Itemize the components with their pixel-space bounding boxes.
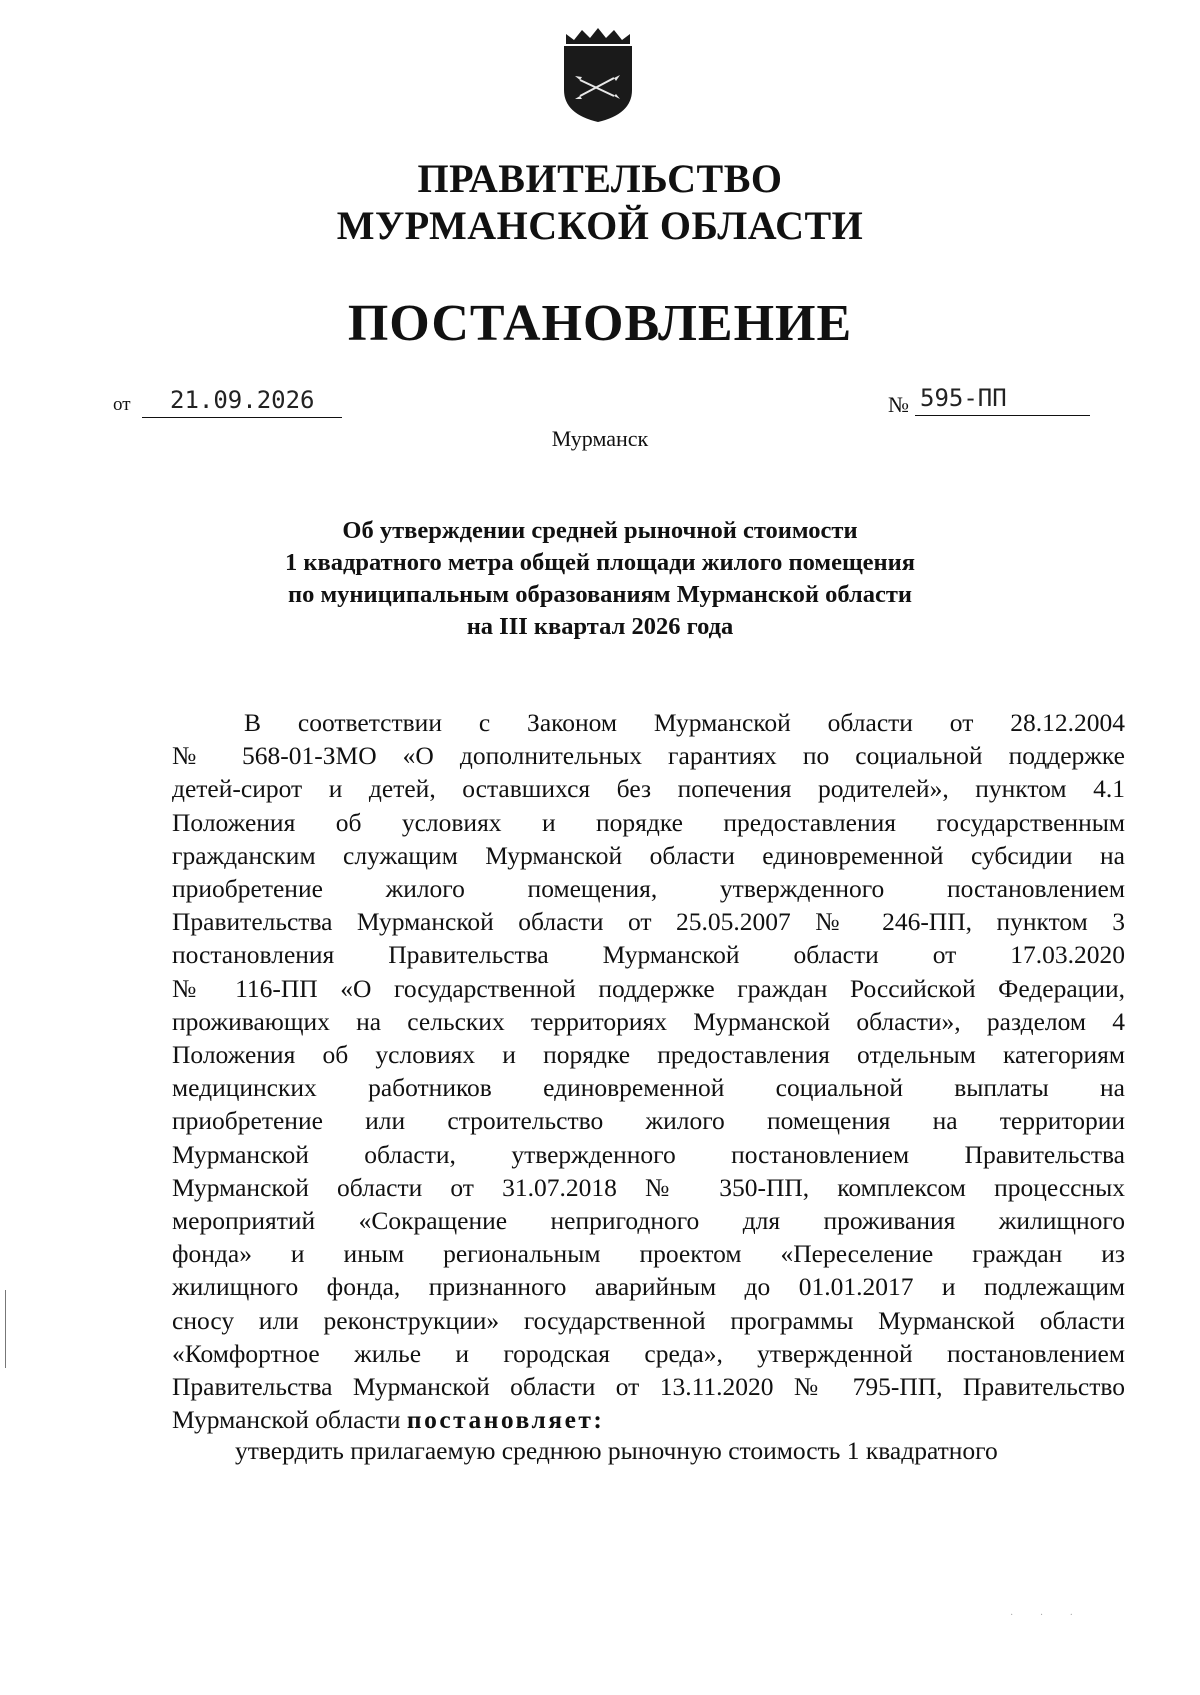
government-name-line-2: МУРМАНСКОЙ ОБЛАСТИ	[336, 203, 864, 248]
number-underline	[915, 415, 1090, 416]
margin-mark	[5, 1290, 6, 1368]
title-line: 1 квадратного метра общей площади жилого помещения	[284, 549, 916, 576]
document-type-heading: ПОСТАНОВЛЕНИЕ	[347, 295, 853, 352]
number-label: №	[888, 392, 909, 417]
body-line: В соответствии с Законом Мурманской области от 28.12.2004	[244, 708, 1125, 737]
resolution-line: утвердить прилагаемую среднюю рыночную стоимость 1 квадратного	[235, 1436, 998, 1465]
document-date: 21.09.2026	[170, 386, 315, 414]
document-number: 595-ПП	[920, 384, 1007, 412]
title-line: по муниципальным образованиям Мурманской области	[288, 581, 912, 608]
body-line: гражданским служащим Мурманской области единовременной субсидии на	[172, 840, 1125, 870]
body-line: Положения об условиях и порядке предоставления государственным	[172, 807, 1125, 837]
body-line: жилищного фонда, признанного аварийным до 01.01.2017 и подлежащим	[172, 1272, 1125, 1302]
date-underline	[142, 417, 342, 418]
closing-prefix: Мурманской области	[172, 1405, 407, 1435]
coat-of-arms-icon	[558, 28, 638, 124]
body-line: Положения об условиях и порядке предоставления отдельным категориям	[172, 1040, 1125, 1070]
city-name: Мурманск	[551, 426, 649, 451]
body-line: № 568-01-ЗМО «О дополнительных гарантиях по социальной поддержке	[172, 741, 1125, 771]
body-closing-line	[172, 1403, 1125, 1436]
body-line: постановления Правительства Мурманской области от 17.03.2020	[172, 940, 1125, 970]
body-line: детей-сирот и детей, оставшихся без попечения родителей», пунктом 4.1	[172, 774, 1125, 804]
date-label: от	[113, 394, 131, 415]
body-line: Мурманской области, утвержденного постановлением Правительства	[172, 1139, 1125, 1169]
body-line: Мурманской области от 31.07.2018 № 350-ПП, комплексом процессных	[172, 1172, 1125, 1202]
body-line: фонда» и иным региональным проектом «Переселение граждан из	[172, 1239, 1125, 1269]
body-line: Правительства Мурманской области от 13.11.2020 № 795-ПП, Правительство	[172, 1372, 1125, 1402]
body-line: сносу или реконструкции» государственной программы Мурманской области	[172, 1305, 1125, 1335]
body-line: медицинских работников единовременной социальной выплаты на	[172, 1073, 1125, 1103]
title-line: Об утверждении средней рыночной стоимости	[342, 517, 858, 544]
resolves-keyword: постановляет:	[406, 1405, 605, 1435]
government-name-line-1: ПРАВИТЕЛЬСТВО	[417, 156, 783, 201]
title-line: на III квартал 2026 года	[466, 613, 734, 640]
document-title	[0, 515, 1200, 643]
body-line: приобретение жилого помещения, утвержденного постановлением	[172, 874, 1125, 904]
body-line: приобретение или строительство жилого помещения на территории	[172, 1106, 1125, 1136]
body-line: № 116-ПП «О государственной поддержке граждан Российской Федерации,	[172, 973, 1125, 1003]
scan-artifact: · · ·	[1010, 1610, 1085, 1621]
body-line: мероприятий «Сокращение непригодного для проживания жилищного	[172, 1206, 1125, 1236]
body-line: «Комфортное жилье и городская среда», утвержденной постановлением	[172, 1338, 1125, 1368]
body-line: Правительства Мурманской области от 25.05.2007 № 246-ПП, пунктом 3	[172, 907, 1125, 937]
document-body	[172, 706, 1125, 1436]
body-line: проживающих на сельских территориях Мурманской области», разделом 4	[172, 1006, 1125, 1036]
